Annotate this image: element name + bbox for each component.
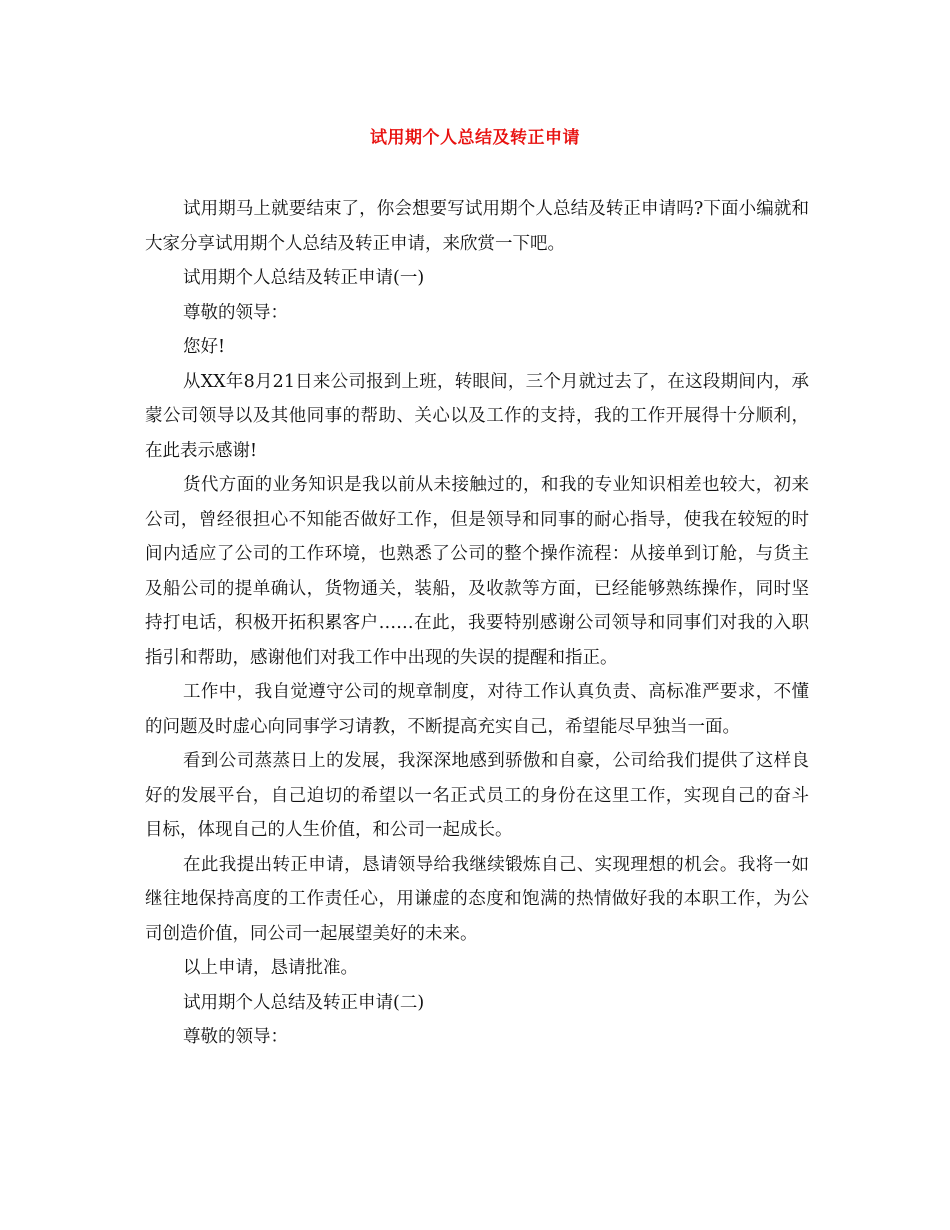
body-paragraph: 从XX年8月21日来公司报到上班，转眼间，三个月就过去了，在这段期间内，承蒙公司领导以及其他同事的帮助、关心以及工作的支持，我的工作开展得十分顺利，在此表示感谢! bbox=[145, 371, 809, 461]
greeting: 您好! bbox=[183, 337, 226, 357]
closing-line: 以上申请，恳请批准。 bbox=[183, 958, 358, 978]
section-heading-one: 试用期个人总结及转正申请(一) bbox=[183, 268, 425, 288]
intro-paragraph: 试用期马上就要结束了，你会想要写试用期个人总结及转正申请吗?下面小编就和大家分享试用期个人总结及转正申请，来欣赏一下吧。 bbox=[145, 199, 809, 254]
body-paragraph: 工作中，我自觉遵守公司的规章制度，对待工作认真负责、高标准严要求，不懂的问题及时虚心向同事学习请教，不断提高充实自己，希望能尽早独当一面。 bbox=[145, 682, 809, 737]
document-title: 试用期个人总结及转正申请 bbox=[370, 128, 580, 148]
document-body bbox=[145, 192, 809, 1055]
body-paragraph: 看到公司蒸蒸日上的发展，我深深地感到骄傲和自豪，公司给我们提供了这样良好的发展平台，自己迫切的希望以一名正式员工的身份在这里工作，实现自己的奋斗目标，体现自己的人生价值，和公司一起成长。 bbox=[145, 751, 809, 840]
section-heading-two: 试用期个人总结及转正申请(二) bbox=[183, 992, 425, 1013]
salutation: 尊敬的领导： bbox=[183, 1027, 288, 1047]
body-paragraph: 货代方面的业务知识是我以前从未接触过的，和我的专业知识相差也较大，初来公司，曾经很担心不知能否做好工作，但是领导和同事的耐心指导，使我在较短的时间内适应了公司的工作环境，也熟悉了公司的整个操作流程：从接单到订舱，与货主及船公司的提单确认，货物通关，装船，及收款等方面，已经能够熟练操作，同时坚持打电话，积极开拓积累客户……在此，我要特别感谢公司领导和同事们对我的入职指引和帮助，感谢他们对我工作中出现的失误的提醒和指正。 bbox=[145, 475, 809, 668]
salutation: 尊敬的领导： bbox=[183, 302, 288, 323]
body-paragraph: 在此我提出转正申请，恳请领导给我继续锻炼自己、实现理想的机会。我将一如继往地保持高度的工作责任心，用谦虚的态度和饱满的热情做好我的本职工作，为公司创造价值，同公司一起展望美好的未来。 bbox=[145, 854, 809, 944]
